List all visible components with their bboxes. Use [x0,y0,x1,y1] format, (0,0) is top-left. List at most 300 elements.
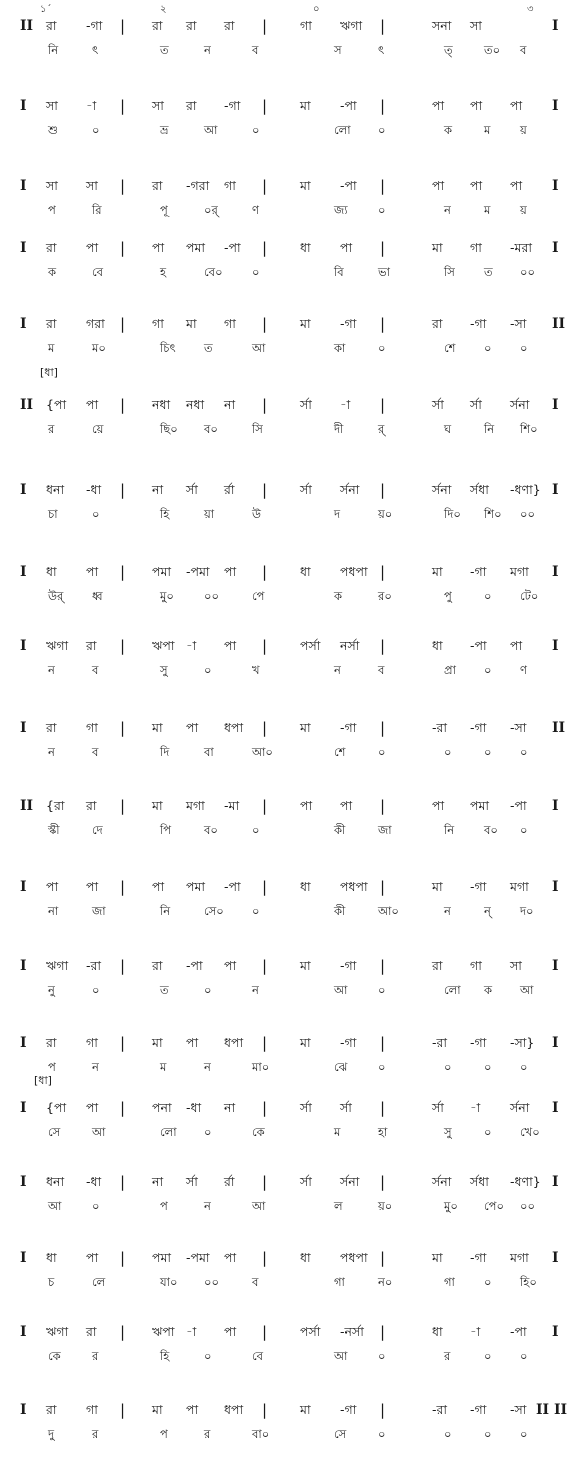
swaralipi-line [0,1400,580,1422]
lyric-syllable: পে [252,589,265,603]
lyric-syllable: আ০ [378,904,399,918]
note-token: রা [186,18,197,33]
bar-line: | [262,1323,268,1341]
bar-line: | [120,1034,126,1052]
section-mark: I [20,879,27,895]
lyric-syllable: ন [204,1060,211,1074]
note-token: র্সনা [510,397,530,412]
note-token: ধা [432,638,443,653]
lyric-syllable: য় [520,203,527,217]
lyric-syllable: পে০ [484,1199,504,1213]
lyric-syllable: ভা [378,265,390,279]
lyric-syllable: দি০ [444,507,461,521]
note-token: মা [432,240,443,255]
lyric-syllable: ০ [520,1060,528,1074]
section-mark: II II [536,1402,568,1418]
note-token: না [152,1174,164,1189]
note-token: পা [510,178,523,193]
lyric-syllable: প [160,1427,168,1441]
note-token: পধপা [340,564,368,579]
lyrics-line [0,419,580,441]
lyrics-line [0,338,580,360]
note-token: -গা [340,720,357,735]
note-token: মগা [186,798,205,813]
note-token: মা [300,720,311,735]
lyric-syllable: ০ [484,341,492,355]
lyric-syllable: ন [204,1199,211,1213]
bar-line: | [120,239,126,257]
lyric-syllable: খ [252,663,260,677]
lyric-syllable: দ [334,507,341,521]
bar-line: | [262,1099,268,1117]
note-token: না [224,1100,236,1115]
note-token: মা [152,798,163,813]
bar-line: | [380,1034,386,1052]
lyric-syllable: র [204,1427,211,1441]
note-token: র্সা [432,1100,444,1115]
swaralipi-line [0,176,580,198]
bar-line: | [380,1323,386,1341]
section-mark: I [20,1402,27,1418]
lyric-syllable: প্রা [444,663,456,677]
lyric-syllable: ০ [484,1125,492,1139]
note-token: গা [152,316,164,331]
lyric-syllable: ন [334,663,341,677]
lyric-syllable: ০ [92,1199,100,1213]
note-token: মা [300,1035,311,1050]
lyric-syllable: পু [444,589,452,603]
note-token: পধপা [340,879,368,894]
note-token: -রা [432,1035,448,1050]
notation-row [0,1322,580,1382]
note-token: মা [152,720,163,735]
note-token: রা [86,798,97,813]
lyric-syllable: জা [92,904,106,918]
lyric-syllable: আ [334,983,348,997]
lyric-syllable: ব [520,43,527,57]
lyric-syllable: ০ [520,341,528,355]
swaralipi-line [0,395,580,417]
note-token: -গা [86,18,103,33]
lyric-syllable: ব [92,745,99,759]
notation-row [0,796,580,856]
note-token: পা [470,98,483,113]
lyric-syllable: ০ [484,663,492,677]
note-token: নধা [186,397,205,412]
note-token: ধনা [46,482,65,497]
lyrics-line [0,1346,580,1368]
lyric-syllable: র্ [378,422,385,436]
lyric-syllable: গা [444,1275,455,1289]
lyric-syllable: ০ [252,123,260,137]
lyric-syllable: ০ [204,1349,212,1363]
section-mark: I [552,178,559,194]
note-token: পা [510,98,523,113]
note-token: না [224,397,236,412]
bar-line: | [120,878,126,896]
lyric-syllable: ০ [378,1060,386,1074]
bar-line: | [262,239,268,257]
section-mark: I [552,879,559,895]
lyric-syllable: উর্ [48,589,64,603]
note-token: রা [432,316,443,331]
bar-line: | [120,797,126,815]
lyric-syllable: বা [204,745,214,759]
lyrics-line [0,820,580,842]
note-token: ধনা [46,1174,65,1189]
note-token: ধপা [224,1402,244,1417]
lyric-syllable: সে০ [204,904,224,918]
bar-line: | [380,878,386,896]
grace-note-1: [ধা] [40,366,58,379]
lyric-syllable: আ০ [252,745,273,759]
swaralipi-line [0,1248,580,1270]
section-mark: I [20,720,27,736]
lyric-syllable: চিৎ [160,341,176,355]
taal-mark-4: ৩ [527,4,534,15]
lyric-syllable: দি [160,745,170,759]
note-token: -পমা [186,1250,210,1265]
lyric-syllable: ন০ [378,1275,393,1289]
lyric-syllable: ব০ [204,422,218,436]
lyric-syllable: ন [48,745,55,759]
note-token: -পা [186,958,203,973]
lyrics-line [0,901,580,923]
note-token: পা [152,879,165,894]
note-token: নধা [152,397,171,412]
note-token: গা [300,18,312,33]
lyric-syllable: ন [252,983,259,997]
bar-line: | [380,17,386,35]
section-mark: I [20,958,27,974]
lyric-syllable: ০০ [520,265,535,279]
note-token: রা [46,1402,57,1417]
note-token: না [152,482,164,497]
section-mark: II [552,316,566,332]
lyric-syllable: ৎ [92,43,99,57]
lyrics-line [0,586,580,608]
lyric-syllable: ব০ [204,823,218,837]
note-token: গা [470,240,482,255]
note-token: সা [510,958,522,973]
lyric-syllable: ০ [92,123,100,137]
lyric-syllable: ০ [378,1427,386,1441]
note-token: -সা [510,316,527,331]
lyric-syllable: ০ [378,341,386,355]
note-token: র্সা [300,397,312,412]
note-token: গা [86,720,98,735]
note-token: ঋগা [340,18,363,33]
note-token: মা [432,1250,443,1265]
swaralipi-line [0,956,580,978]
note-token: {পা [46,397,67,412]
lyric-syllable: জা [378,823,392,837]
note-token: র্সা [470,397,482,412]
section-mark: I [552,638,559,654]
bar-line: | [262,1034,268,1052]
lyrics-line [0,262,580,284]
lyric-syllable: ব [252,43,259,57]
swaralipi-line [0,718,580,740]
lyric-syllable: ন [48,663,55,677]
bar-line: | [120,396,126,414]
bar-line: | [120,17,126,35]
lyric-syllable: য়০ [378,507,393,521]
note-token: -ধা [86,482,102,497]
lyric-syllable: ন [444,904,451,918]
section-mark: I [552,1174,559,1190]
section-mark: I [20,1250,27,1266]
bar-line: | [120,719,126,737]
swaralipi-line [0,796,580,818]
lyrics-line [0,1122,580,1144]
note-token: ধা [300,1250,311,1265]
lyric-syllable: ০ [484,745,492,759]
lyrics-line [0,120,580,142]
lyric-syllable: শে [334,745,346,759]
notation-row [0,1033,580,1093]
bar-line: | [380,1249,386,1267]
swaralipi-line [0,1322,580,1344]
taal-mark-1: ১´ [40,4,52,15]
note-token: পা [46,879,59,894]
section-mark: I [20,1100,27,1116]
bar-line: | [380,637,386,655]
lyric-syllable: বা০ [252,1427,270,1441]
note-token: -গা [470,720,487,735]
section-mark: I [552,564,559,580]
lyric-syllable: ম [484,123,491,137]
section-mark: II [552,720,566,736]
section-mark: I [552,1035,559,1051]
notation-row [0,562,580,622]
lyric-syllable: ক [48,265,57,279]
note-token: ধা [432,1324,443,1339]
lyric-syllable: ০০ [520,1199,535,1213]
section-mark: I [20,240,27,256]
bar-line: | [380,481,386,499]
section-mark: I [20,482,27,498]
note-token: পা [186,1402,199,1417]
lyric-syllable: যা০ [160,1275,178,1289]
lyric-syllable: শি০ [484,507,502,521]
bar-line: | [262,17,268,35]
section-mark: I [20,1324,27,1340]
lyric-syllable: ০ [520,745,528,759]
lyric-syllable: দী [334,422,344,436]
taal-mark-2: ২ [160,4,167,15]
section-mark: I [20,178,27,194]
section-mark: I [552,958,559,974]
swaralipi-line [0,1098,580,1120]
bar-line: | [380,177,386,195]
lyric-syllable: সু [160,663,168,677]
lyric-syllable: ম [48,341,55,355]
lyric-syllable: কে [48,1349,61,1363]
lyric-syllable: ম [334,1125,341,1139]
note-token: র্সনা [432,482,452,497]
note-token: পা [186,1035,199,1050]
lyric-syllable: ন [444,203,451,217]
lyric-syllable: মু০ [444,1199,458,1213]
note-token: ঋগা [46,1324,69,1339]
lyrics-line [0,980,580,1002]
lyric-syllable: শু [48,123,58,137]
lyric-syllable: বে০ [204,265,223,279]
bar-line: | [262,396,268,414]
lyric-syllable: ০ [252,265,260,279]
lyric-syllable: দু [48,1427,55,1441]
lyrics-line [0,742,580,764]
swaralipi-line [0,1033,580,1055]
lyric-syllable: হি [160,507,170,521]
note-token: রা [46,316,57,331]
bar-line: | [120,177,126,195]
bar-line: | [380,1401,386,1419]
lyric-syllable: কা [334,341,346,355]
notation-row [0,1248,580,1308]
note-token: গা [224,178,236,193]
lyric-syllable: হা [378,1125,388,1139]
lyric-syllable: ০ [444,745,452,759]
note-token: রা [152,178,163,193]
note-token: পা [432,98,445,113]
bar-line: | [120,97,126,115]
lyric-syllable: হি০ [520,1275,537,1289]
lyric-syllable: টে০ [520,589,539,603]
note-token: গরা [86,316,105,331]
lyric-syllable: লো [160,1125,177,1139]
section-mark: I [552,1250,559,1266]
lyric-syllable: বে [252,1349,264,1363]
note-token: পর্সা [300,638,321,653]
lyric-syllable: ০র্ [204,203,218,217]
lyric-syllable: কে [252,1125,265,1139]
lyric-syllable: ছি০ [160,422,178,436]
note-token: মা [186,316,197,331]
lyric-syllable: ০ [520,1349,528,1363]
note-token: রা [46,1035,57,1050]
note-token: র্সধা [470,482,489,497]
lyric-syllable: ০ [252,823,260,837]
lyric-syllable: সু [444,1125,452,1139]
lyric-syllable: ভ্র [160,123,169,137]
note-token: পমা [186,240,206,255]
note-token: -পা [340,178,357,193]
bar-line: | [262,878,268,896]
note-token: রা [152,958,163,973]
note-token: -নর্সা [340,1324,364,1339]
note-token: পা [224,638,237,653]
lyric-syllable: ০০ [520,507,535,521]
lyric-syllable: আ [92,1125,106,1139]
bar-line: | [262,719,268,737]
note-token: রা [86,1324,97,1339]
lyric-syllable: ম০ [92,341,106,355]
lyric-syllable: উ [252,507,261,521]
lyric-syllable: ক [334,589,343,603]
notation-row [0,314,580,374]
note-token: -পা [510,798,527,813]
bar-line: | [262,563,268,581]
bar-line: | [120,1401,126,1419]
note-token: পা [340,240,353,255]
swaralipi-line [0,96,580,118]
lyric-syllable: না [48,904,59,918]
bar-line: | [120,1249,126,1267]
notation-row [0,718,580,778]
lyric-syllable: ব০ [484,823,498,837]
lyrics-line [0,40,580,62]
section-mark: I [552,798,559,814]
section-mark: I [20,1035,27,1051]
lyric-syllable: খে০ [520,1125,540,1139]
lyric-syllable: লো [444,983,461,997]
note-token: {রা [46,798,65,813]
note-token: -গা [340,316,357,331]
note-token: -ধণা} [510,1174,541,1189]
lyrics-line [0,504,580,526]
note-token: -সা [510,1402,527,1417]
note-token: সা [46,98,58,113]
note-token: র্সনা [432,1174,452,1189]
lyric-syllable: ত [484,265,493,279]
note-token: র্সনা [510,1100,530,1115]
lyric-syllable: ক [484,983,493,997]
bar-line: | [380,797,386,815]
note-token: রা [152,18,163,33]
notation-row [0,480,580,540]
lyric-syllable: চ [48,1275,55,1289]
lyric-syllable: ০ [484,1060,492,1074]
lyric-syllable: বি [334,265,344,279]
bar-line: | [380,1173,386,1191]
notation-row [0,956,580,1016]
note-token: মা [432,564,443,579]
note-token: মা [432,879,443,894]
note-token: র্সা [340,1100,352,1115]
lyric-syllable: হি [160,1349,170,1363]
bar-line: | [380,97,386,115]
lyric-syllable: ত [204,341,213,355]
note-token: গা [86,1402,98,1417]
note-token: -গা [470,1402,487,1417]
note-token: গা [86,1035,98,1050]
lyric-syllable: নু [48,983,55,997]
lyric-syllable: আ [334,1349,348,1363]
note-token: পা [432,178,445,193]
note-token: মা [300,98,311,113]
note-token: -গা [470,1035,487,1050]
note-token: পমা [470,798,490,813]
note-token: পা [224,1324,237,1339]
section-mark: II [20,18,34,34]
notation-row [0,395,580,455]
note-token: -রা [432,1402,448,1417]
section-mark: I [20,638,27,654]
note-token: পমা [152,1250,172,1265]
note-token: পা [86,564,99,579]
note-token: -গা [470,316,487,331]
note-token: -রা [86,958,102,973]
note-token: -গা [224,98,241,113]
note-token: মা [300,958,311,973]
note-token: পা [432,798,445,813]
lyric-syllable: শি০ [520,422,538,436]
lyric-syllable: ০ [484,1349,492,1363]
lyric-syllable: ন [204,43,211,57]
section-mark: I [552,1100,559,1116]
